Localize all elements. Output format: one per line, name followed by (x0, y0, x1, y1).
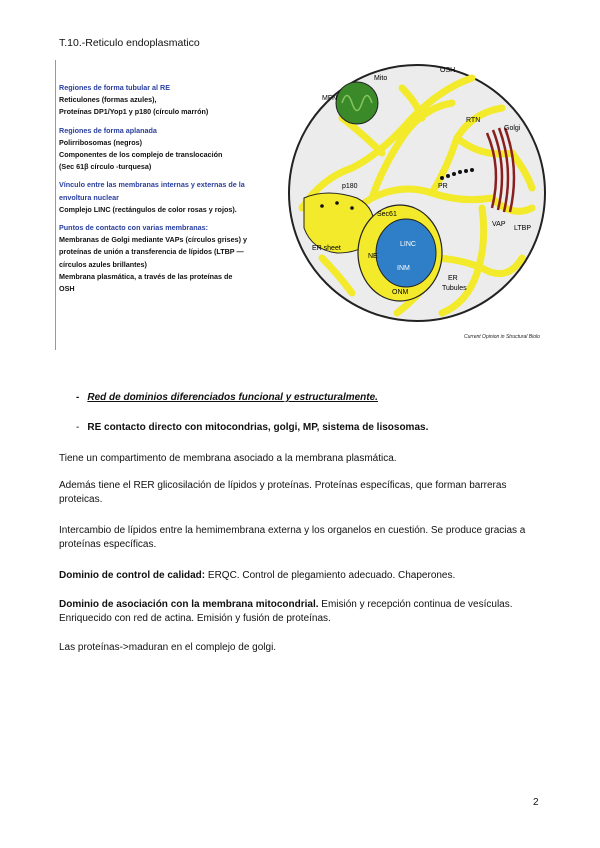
paragraph-1: Tiene un compartimento de membrana asociado a la membrana plasmática. (59, 453, 397, 464)
bullet-marker: - (76, 392, 80, 403)
label-ltbp: LTBP (514, 225, 531, 232)
legend-flat-title: Regiones de forma aplanada (59, 125, 157, 135)
legend-text: Reticulones (formas azules), (59, 95, 157, 105)
paragraph-4-text: ERQC. Control de plegamiento adecuado. Chaperones. (205, 570, 456, 581)
page-header: T.10.-Reticulo endoplasmatico (59, 37, 200, 49)
legend-text: círculos azules brillantes) (59, 259, 147, 269)
legend-tubular-title: Regiones de forma tubular al RE (59, 83, 171, 92)
legend-text: Membranas de Golgi mediante VAPs (círculos grises) y (59, 235, 247, 245)
label-golgi: Golgi (504, 125, 521, 132)
paragraph-6: Las proteínas->maduran en el complejo de golgi. (59, 642, 277, 653)
legend-text: Polirribosomas (negros) (59, 137, 143, 147)
label-pr: PR (438, 183, 448, 190)
label-er-sheet: ER sheet (312, 245, 341, 252)
legend-text: OSH (59, 284, 75, 294)
bullet-text: RE contacto directo con mitocondrias, golgi, MP, sistema de lisosomas. (87, 422, 429, 433)
bullet-1 (76, 392, 378, 403)
label-tubules: Tubules (442, 285, 467, 292)
legend-text: Complejo LINC (rectángulos de color rosas y rojos). (59, 204, 237, 214)
label-er: ER (448, 275, 458, 282)
paragraph-3: Intercambio de lípidos entre la hemimembrana externa y los organelos en cuestión. Se produce gracias a proteínas específicas. (59, 525, 526, 550)
legend-link-title: Vínculo entre las membranas internas y externas de la (59, 180, 245, 190)
label-osh: OSH (440, 67, 456, 74)
legend-text: Componentes de los complejo de translocación (59, 150, 223, 160)
legend-contact-title: Puntos de contacto con varias membranas: (59, 223, 208, 233)
label-linc: LINC (400, 241, 416, 248)
bullet-marker: - (76, 422, 80, 433)
er-diagram (282, 58, 552, 348)
label-p180: p180 (342, 183, 358, 190)
legend-text: Membrana plasmática, a través de las proteínas de (59, 271, 233, 281)
page-number: 2 (533, 797, 539, 808)
label-sec61: Sec61 (377, 211, 397, 218)
figure-legend (59, 82, 279, 295)
paragraph-2: Además tiene el RER glicosilación de lípidos y proteínas. Proteínas específicas, que forman barreras proteicas. (59, 480, 507, 505)
label-onm: ONM (392, 289, 409, 296)
legend-link-title-cont: envoltura nuclear (59, 192, 119, 202)
label-vap: VAP (492, 221, 506, 228)
paragraph-5-heading: Dominio de asociación con la membrana mitocondrial. (59, 599, 319, 610)
paragraph-5 (59, 598, 529, 626)
paragraph-4-heading: Dominio de control de calidad: (59, 570, 206, 581)
legend-text: proteínas de unión a transferencia de lípidos (LTBP — (59, 247, 244, 257)
label-rtn: RTN (466, 117, 481, 124)
bullet-text: Red de dominios diferenciados funcional y estructuralmente. (87, 392, 378, 403)
figure-credit: Current Opinion in Structural Biolo (464, 334, 540, 340)
paragraph-5-text: Emisión y recepción continua de vesículas. Enriquecido con red de actina. Emisión y fusión de proteínas. (59, 599, 513, 624)
label-mito: Mito (374, 75, 388, 82)
paragraph-4 (59, 569, 529, 583)
legend-text: Proteínas DP1/Yop1 y p180 (círculo marrón) (59, 107, 209, 117)
figure-divider (55, 60, 56, 350)
nucleus (376, 219, 436, 287)
legend-text: (Sec 61β círculo -turquesa) (59, 162, 152, 172)
label-ne: NE (368, 253, 378, 260)
label-inm: INM (397, 265, 410, 272)
bullet-2 (76, 422, 428, 433)
label-mfn: MFN (322, 95, 338, 102)
